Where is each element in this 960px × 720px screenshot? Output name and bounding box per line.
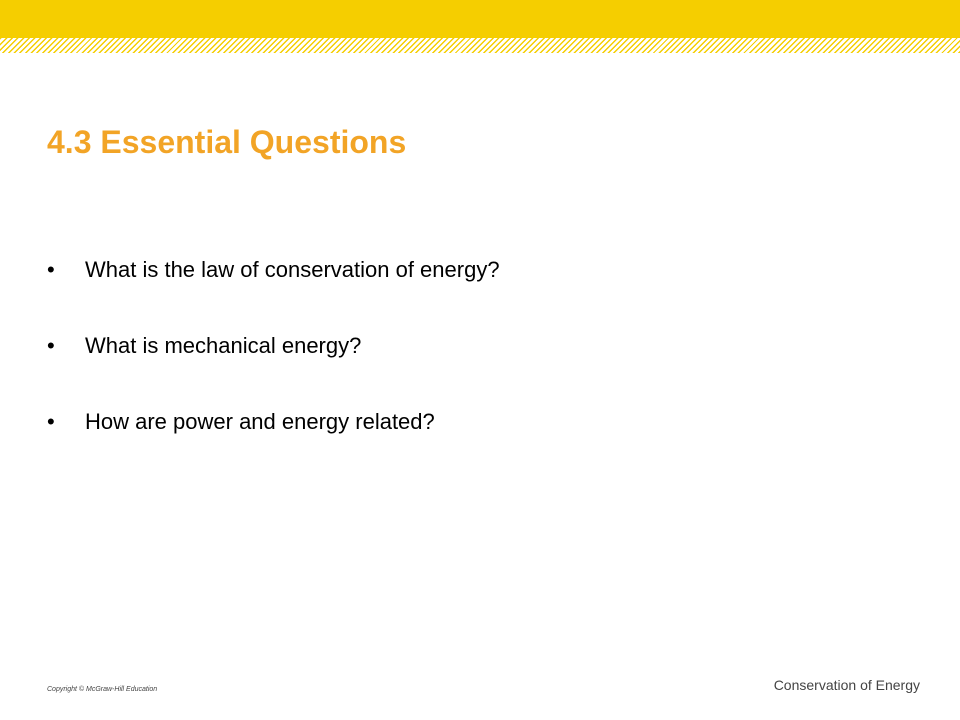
slide-title: 4.3 Essential Questions — [47, 124, 407, 160]
bullet-point-icon: • — [47, 409, 55, 434]
bullet-point-icon: • — [47, 257, 55, 282]
bullet-text: How are power and energy related? — [85, 409, 435, 434]
bullet-point-icon: • — [47, 333, 55, 358]
copyright-notice: Copyright © McGraw-Hill Education — [47, 686, 158, 693]
bullet-text: What is mechanical energy? — [85, 333, 362, 358]
footer-section-title: Conservation of Energy — [773, 677, 920, 693]
top-color-band — [0, 0, 960, 38]
bullet-text: What is the law of conservation of energy? — [85, 257, 500, 282]
hatched-stripe-band — [0, 38, 960, 53]
